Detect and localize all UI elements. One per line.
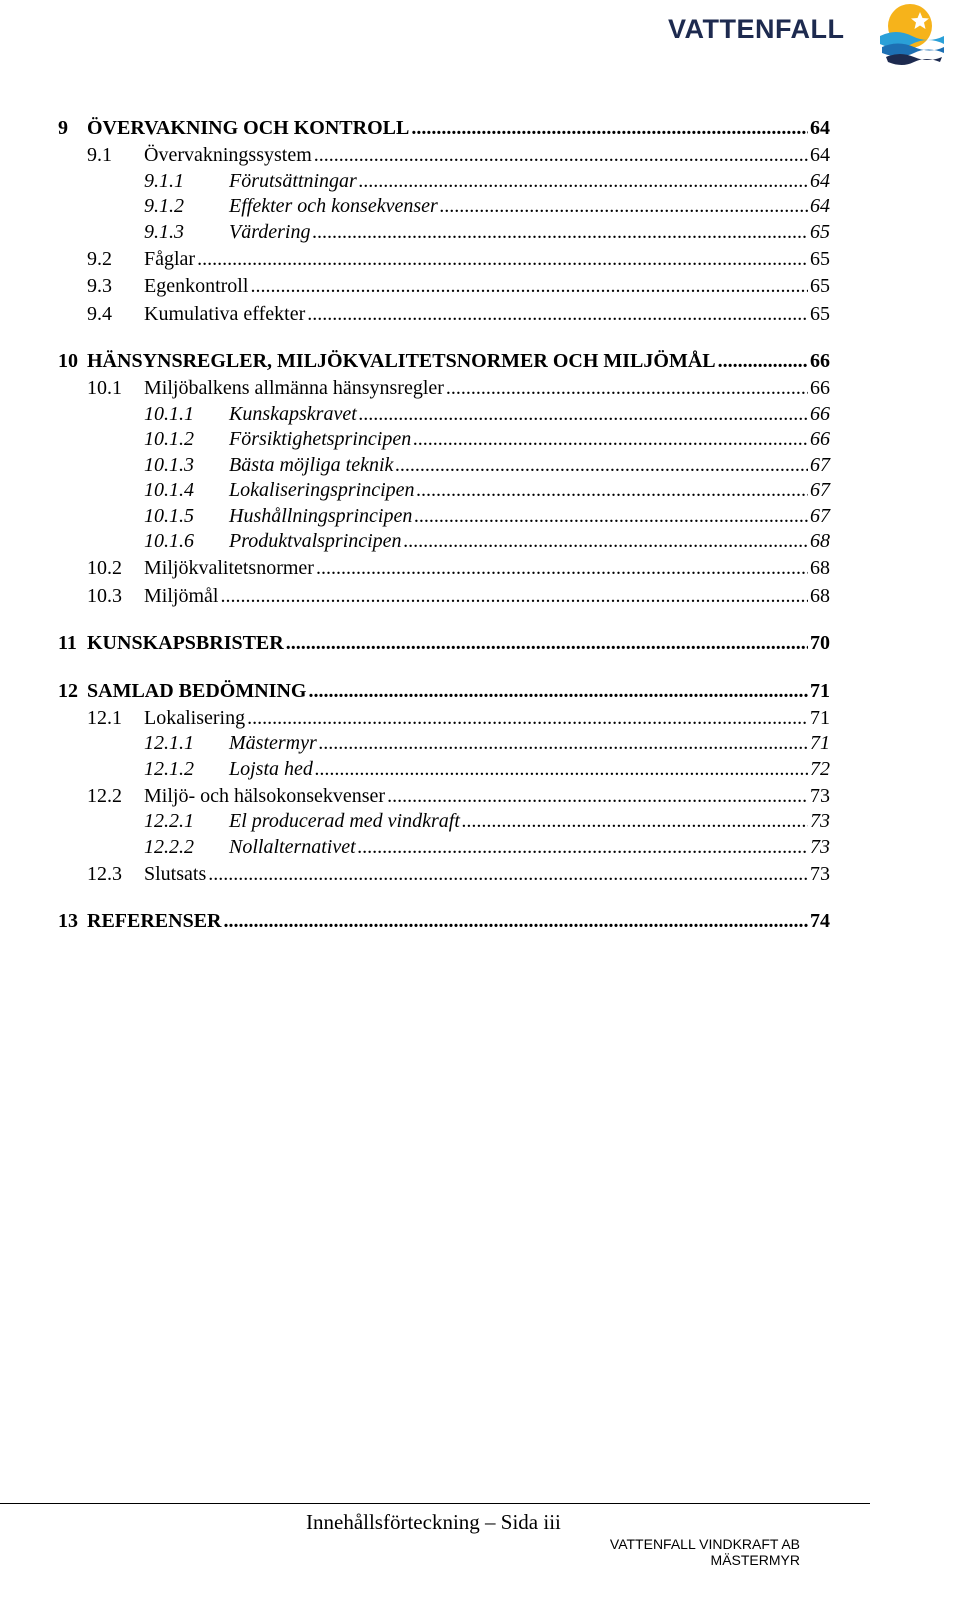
toc-entry-title: Nollalternativet — [229, 835, 356, 858]
toc-entry-number: 10.1.3 — [144, 453, 194, 476]
toc-entry-page: 71 — [810, 706, 830, 729]
toc-leader-dots — [315, 757, 808, 781]
toc-entry-number: 12.1.2 — [144, 757, 194, 780]
toc-entry-title: Försiktighetsprincipen — [229, 428, 412, 450]
toc-entry-page: 65 — [810, 302, 830, 325]
toc-entry-page: 64 — [810, 117, 830, 139]
toc-leader-dots — [312, 220, 808, 244]
footer-page-label: Innehållsförteckning – Sida iii — [306, 1510, 561, 1534]
toc-entry-title: Kumulativa effekter — [144, 302, 306, 325]
toc-entry[interactable] — [58, 143, 830, 167]
toc-entry[interactable] — [58, 809, 830, 833]
toc-entry-page: 67 — [810, 504, 830, 527]
toc-entry[interactable] — [58, 731, 830, 755]
vattenfall-sun-wave-logo-icon — [878, 2, 944, 68]
toc-entry-title: KUNSKAPSBRISTER — [87, 632, 284, 654]
toc-entry[interactable] — [58, 453, 830, 477]
toc-entry[interactable] — [58, 220, 830, 244]
toc-entry[interactable] — [58, 504, 830, 528]
toc-entry[interactable] — [58, 631, 830, 655]
toc-leader-dots — [359, 402, 808, 426]
toc-entry-title: REFERENSER — [87, 910, 222, 932]
toc-entry-number: 9.3 — [87, 275, 112, 297]
toc-entry-title: HÄNSYNSREGLER, MILJÖKVALITETSNORMER OCH MILJÖMÅL — [87, 350, 716, 372]
toc-entry[interactable] — [58, 784, 830, 808]
toc-leader-dots — [387, 784, 808, 808]
toc-entry[interactable] — [58, 757, 830, 781]
toc-leader-dots — [286, 631, 808, 655]
toc-leader-dots — [197, 247, 808, 271]
toc-entry-page: 64 — [810, 169, 830, 192]
toc-entry[interactable] — [58, 427, 830, 451]
toc-leader-dots — [404, 529, 808, 553]
footer-divider — [0, 1503, 870, 1504]
toc-entry-number: 10.1.6 — [144, 530, 194, 552]
toc-entry-page: 64 — [810, 144, 830, 166]
toc-entry-page: 74 — [810, 910, 830, 932]
toc-leader-dots — [358, 835, 808, 859]
toc-entry[interactable] — [58, 679, 830, 703]
toc-entry-number: 10.2 — [87, 557, 122, 579]
toc-entry-number: 9.1.1 — [144, 169, 184, 192]
toc-entry-number: 10.3 — [87, 584, 122, 607]
toc-leader-dots — [414, 504, 808, 528]
toc-entry-title: Kunskapskravet — [229, 402, 357, 425]
toc-entry-page: 68 — [810, 530, 830, 552]
toc-entry-title: Slutsats — [144, 862, 207, 885]
toc-entry-title: Övervakningssystem — [144, 144, 312, 166]
toc-entry-page: 68 — [810, 557, 830, 579]
toc-entry-number: 12.2 — [87, 784, 122, 807]
toc-leader-dots — [247, 706, 808, 730]
toc-entry[interactable] — [58, 909, 830, 933]
toc-entry[interactable] — [58, 402, 830, 426]
toc-entry-page: 71 — [810, 732, 830, 754]
toc-leader-dots — [411, 116, 808, 140]
toc-entry-page: 72 — [810, 757, 830, 780]
toc-entry[interactable] — [58, 862, 830, 886]
footer-project-name: MÄSTERMYR — [710, 1552, 800, 1568]
toc-leader-dots — [718, 349, 808, 373]
toc-leader-dots — [446, 376, 808, 400]
toc-entry-title: Lojsta hed — [229, 757, 313, 780]
toc-entry-number: 12 — [58, 679, 78, 702]
toc-entry-page: 67 — [810, 479, 830, 501]
toc-entry-number: 9.1.2 — [144, 195, 184, 217]
toc-entry-number: 10 — [58, 350, 78, 372]
toc-entry-title: Mästermyr — [229, 732, 317, 754]
toc-leader-dots — [307, 302, 808, 326]
toc-entry-page: 64 — [810, 195, 830, 217]
toc-entry-number: 10.1.4 — [144, 479, 194, 501]
toc-leader-dots — [208, 862, 808, 886]
toc-entry-number: 10.1 — [87, 377, 122, 399]
toc-entry-title: ÖVERVAKNING OCH KONTROLL — [87, 117, 410, 139]
toc-entry-page: 66 — [810, 402, 830, 425]
toc-entry-title: Effekter och konsekvenser — [229, 195, 438, 217]
toc-entry-number: 9.4 — [87, 302, 112, 325]
toc-leader-dots — [220, 584, 808, 608]
toc-entry-page: 65 — [810, 220, 830, 243]
toc-entry-title: Bästa möjliga teknik — [229, 453, 394, 476]
toc-entry-page: 71 — [810, 679, 830, 702]
toc-entry-number: 10.1.2 — [144, 428, 194, 450]
toc-entry-page: 73 — [810, 835, 830, 858]
toc-entry[interactable] — [58, 478, 830, 502]
toc-entry[interactable] — [58, 302, 830, 326]
toc-entry[interactable] — [58, 706, 830, 730]
toc-entry-title: El producerad med vindkraft — [229, 810, 460, 832]
toc-entry-title: Miljö- och hälsokonsekvenser — [144, 784, 386, 807]
toc-entry-number: 12.1.1 — [144, 732, 194, 754]
toc-leader-dots — [440, 194, 808, 218]
toc-entry[interactable] — [58, 169, 830, 193]
toc-leader-dots — [319, 731, 808, 755]
toc-entry[interactable] — [58, 835, 830, 859]
toc-entry-page: 66 — [810, 428, 830, 450]
toc-entry[interactable] — [58, 556, 830, 580]
toc-entry-page: 66 — [810, 350, 830, 372]
toc-entry-number: 9.2 — [87, 247, 112, 270]
toc-entry-title: Hushållningsprincipen — [229, 504, 413, 527]
toc-entry[interactable] — [58, 376, 830, 400]
toc-leader-dots — [417, 478, 808, 502]
toc-leader-dots — [223, 909, 808, 933]
toc-entry-number: 9.1.3 — [144, 220, 184, 243]
toc-entry-number: 12.2.2 — [144, 835, 194, 858]
toc-entry-page: 65 — [810, 247, 830, 270]
toc-leader-dots — [314, 143, 808, 167]
toc-entry-page: 73 — [810, 810, 830, 832]
brand-wordmark: VATTENFALL — [668, 14, 845, 44]
toc-entry-title: Lokaliseringsprincipen — [229, 479, 415, 501]
toc-entry-number: 9 — [58, 117, 68, 139]
toc-entry-title: Fåglar — [144, 247, 196, 270]
toc-entry[interactable] — [58, 116, 830, 140]
toc-entry-title: Lokalisering — [144, 706, 246, 729]
toc-entry-title: Miljökvalitetsnormer — [144, 557, 314, 579]
toc-entry-page: 67 — [810, 453, 830, 476]
toc-entry-page: 65 — [810, 275, 830, 297]
toc-entry-title: Värdering — [229, 220, 311, 243]
toc-entry-page: 66 — [810, 377, 830, 399]
toc-entry-title: Egenkontroll — [144, 275, 249, 297]
toc-leader-dots — [359, 169, 808, 193]
toc-entry-number: 11 — [58, 632, 77, 654]
toc-entry-title: Miljömål — [144, 584, 219, 607]
toc-entry-page: 68 — [810, 584, 830, 607]
toc-entry[interactable] — [58, 584, 830, 608]
toc-leader-dots — [395, 453, 808, 477]
toc-entry-number: 12.1 — [87, 706, 122, 729]
toc-leader-dots — [250, 274, 808, 298]
footer-company — [604, 1536, 800, 1568]
toc-entry-page: 70 — [810, 632, 830, 654]
toc-entry-number: 10.1.5 — [144, 504, 194, 527]
toc-entry-page: 73 — [810, 862, 830, 885]
toc-entry-title: Produktvalsprincipen — [229, 530, 402, 552]
toc-leader-dots — [413, 427, 808, 451]
toc-leader-dots — [316, 556, 808, 580]
toc-entry-number: 10.1.1 — [144, 402, 194, 425]
toc-entry[interactable] — [58, 529, 830, 553]
toc-leader-dots — [308, 679, 808, 703]
toc-entry-title: Förutsättningar — [229, 169, 357, 192]
footer-company-name: VATTENFALL VINDKRAFT AB — [609, 1536, 800, 1552]
toc-entry-title: Miljöbalkens allmänna hänsynsregler — [144, 377, 444, 399]
toc-entry-number: 13 — [58, 910, 78, 932]
toc-entry[interactable] — [58, 247, 830, 271]
toc-entry[interactable] — [58, 274, 830, 298]
toc-entry-page: 73 — [810, 784, 830, 807]
toc-entry-number: 12.2.1 — [144, 810, 194, 832]
vattenfall-logo — [668, 2, 958, 70]
toc-entry-title: SAMLAD BEDÖMNING — [87, 679, 307, 702]
toc-entry-number: 12.3 — [87, 862, 122, 885]
toc-entry[interactable] — [58, 349, 830, 373]
toc-entry-number: 9.1 — [87, 144, 112, 166]
toc-entry[interactable] — [58, 194, 830, 218]
toc-leader-dots — [462, 809, 808, 833]
